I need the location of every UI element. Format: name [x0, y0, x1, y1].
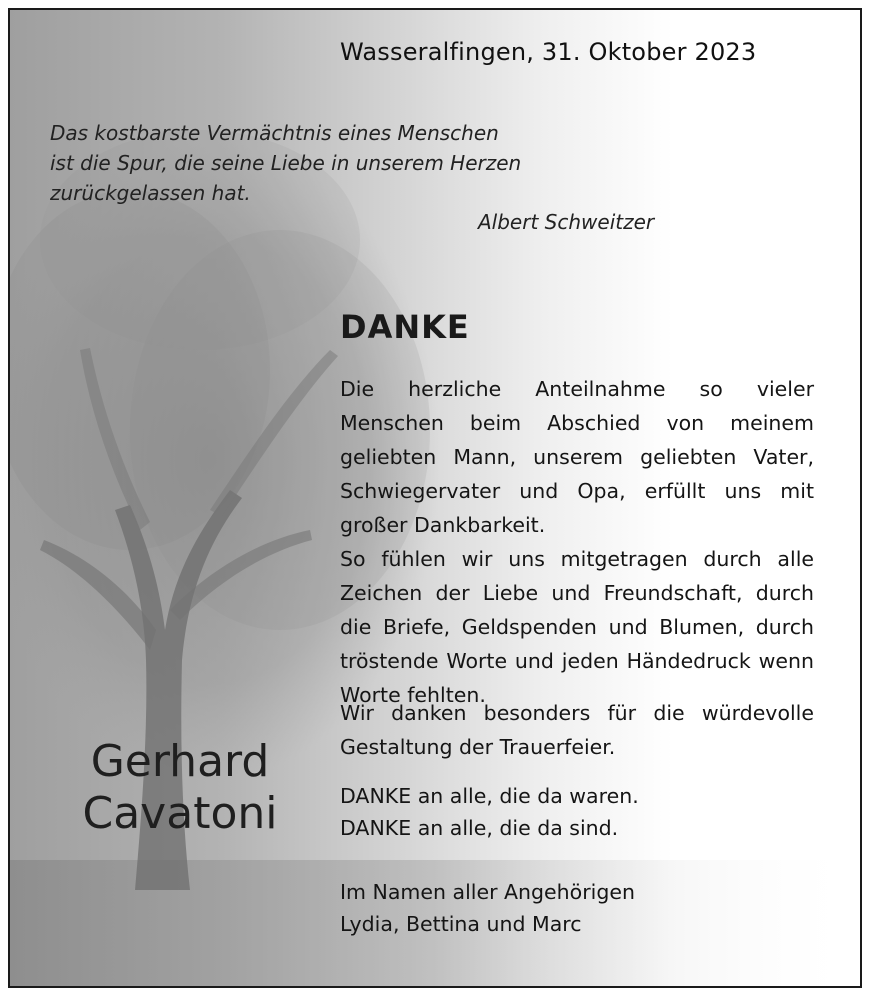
paragraph-2: So fühlen wir uns mitgetragen durch alle Zeichen der Liebe und Freundschaft, durch die Briefe, Geldspenden und Blumen, durch tröstende Worte und jeden Händedruck wenn Worte fehlten.: [340, 547, 814, 707]
signature-line-1: Im Namen aller Angehörigen: [340, 880, 635, 904]
quote: [50, 118, 650, 208]
body-text: [340, 372, 814, 712]
signature-line-2: Lydia, Bettina und Marc: [340, 912, 582, 936]
heading-danke: DANKE: [340, 308, 470, 346]
quote-line: ist die Spur, die seine Liebe in unserem Herzen: [50, 151, 522, 175]
date-line: Wasseralfingen, 31. Oktober 2023: [340, 38, 757, 66]
danke-line: DANKE an alle, die da sind.: [340, 816, 619, 840]
paragraph-3: Wir danken besonders für die würdevolle Gestaltung der Trauerfeier.: [340, 701, 814, 759]
obituary-frame: [8, 8, 862, 988]
quote-line: zurückgelassen hat.: [50, 181, 251, 205]
deceased-name: [50, 736, 310, 840]
deceased-first-name: Gerhard: [90, 736, 270, 787]
deceased-last-name: Cavatoni: [82, 788, 278, 839]
signature: [340, 876, 814, 940]
danke-lines: [340, 780, 814, 844]
paragraph-1: Die herzliche Anteilnahme so vieler Menschen beim Abschied von meinem geliebten Mann, unserem geliebten Vater, Schwiegervater und Opa, erfüllt uns mit großer Dankbarkeit.: [340, 377, 814, 537]
quote-author: Albert Schweitzer: [478, 210, 655, 234]
danke-line: DANKE an alle, die da waren.: [340, 784, 639, 808]
quote-line: Das kostbarste Vermächtnis eines Menschen: [50, 121, 499, 145]
